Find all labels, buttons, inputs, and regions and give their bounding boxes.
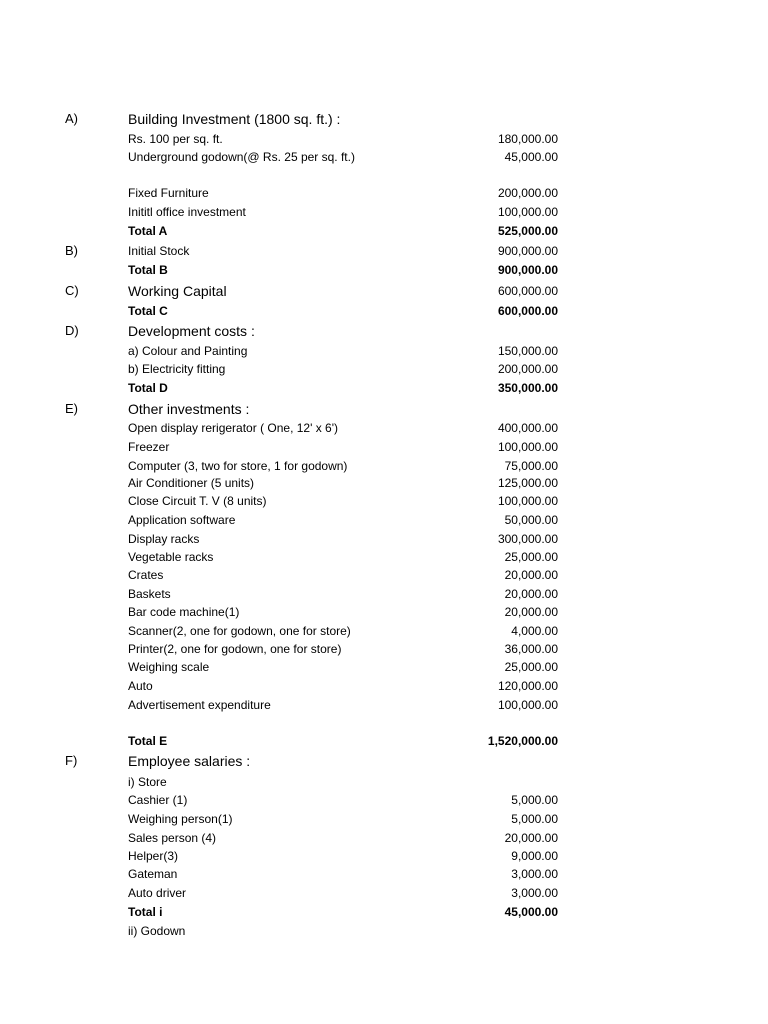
item-description: Total B (128, 263, 168, 277)
item-description: Scanner(2, one for godown, one for store) (128, 624, 351, 638)
item-amount: 25,000.00 (504, 660, 558, 674)
item-amount: 900,000.00 (497, 244, 558, 258)
item-description: Building Investment (1800 sq. ft.) : (128, 111, 341, 127)
item-description: Display racks (128, 532, 200, 546)
item-amount: 100,000.00 (497, 698, 558, 712)
item-amount: 350,000.00 (497, 381, 558, 395)
item-description: Application software (128, 513, 236, 527)
item-description: Underground godown(@ Rs. 25 per sq. ft.) (128, 150, 355, 164)
item-amount: 300,000.00 (497, 532, 558, 546)
item-amount: 45,000.00 (504, 150, 558, 164)
item-description: Weighing person(1) (128, 812, 233, 826)
item-description: Employee salaries : (128, 753, 251, 769)
item-description: Sales person (4) (128, 831, 217, 845)
item-description: Bar code machine(1) (128, 605, 240, 619)
item-description: Total i (128, 905, 163, 919)
item-description: Initial Stock (128, 244, 190, 258)
item-amount: 525,000.00 (497, 224, 558, 238)
item-amount: 5,000.00 (511, 812, 558, 826)
item-description: Printer(2, one for godown, one for store) (128, 642, 342, 656)
item-amount: 20,000.00 (504, 587, 558, 601)
item-description: Other investments : (128, 401, 250, 417)
item-description: Baskets (128, 587, 171, 601)
item-amount: 125,000.00 (497, 476, 558, 490)
section-letter: F) (65, 753, 78, 768)
item-amount: 75,000.00 (504, 459, 558, 473)
section-letter: B) (65, 243, 78, 258)
item-description: Total A (128, 224, 168, 238)
item-description: Total E (128, 734, 168, 748)
item-amount: 20,000.00 (504, 568, 558, 582)
item-description: Weighing scale (128, 660, 210, 674)
item-description: Total C (128, 304, 168, 318)
item-amount: 3,000.00 (511, 867, 558, 881)
item-amount: 400,000.00 (497, 421, 558, 435)
item-amount: 600,000.00 (497, 284, 558, 298)
item-amount: 200,000.00 (497, 362, 558, 376)
section-letter: D) (65, 323, 79, 338)
item-description: i) Store (128, 775, 167, 789)
item-amount: 50,000.00 (504, 513, 558, 527)
item-description: Helper(3) (128, 849, 179, 863)
item-description: b) Electricity fitting (128, 362, 226, 376)
item-description: Fixed Furniture (128, 186, 209, 200)
item-amount: 900,000.00 (497, 263, 558, 277)
section-letter: E) (65, 401, 78, 416)
item-amount: 100,000.00 (497, 494, 558, 508)
item-amount: 200,000.00 (497, 186, 558, 200)
item-amount: 45,000.00 (504, 905, 558, 919)
item-amount: 600,000.00 (497, 304, 558, 318)
item-amount: 5,000.00 (511, 793, 558, 807)
item-description: Freezer (128, 440, 170, 454)
item-amount: 4,000.00 (511, 624, 558, 638)
item-description: Computer (3, two for store, 1 for godown) (128, 459, 348, 473)
item-description: Close Circuit T. V (8 units) (128, 494, 267, 508)
item-description: Cashier (1) (128, 793, 188, 807)
item-amount: 20,000.00 (504, 831, 558, 845)
item-description: Air Conditioner (5 units) (128, 476, 255, 490)
item-description: Development costs : (128, 323, 255, 339)
item-description: Working Capital (128, 283, 227, 299)
item-description: Crates (128, 568, 164, 582)
item-amount: 100,000.00 (497, 440, 558, 454)
item-description: Total D (128, 381, 168, 395)
item-description: Rs. 100 per sq. ft. (128, 132, 223, 146)
item-description: Vegetable racks (128, 550, 214, 564)
item-amount: 120,000.00 (497, 679, 558, 693)
item-amount: 150,000.00 (497, 344, 558, 358)
item-amount: 3,000.00 (511, 886, 558, 900)
item-amount: 36,000.00 (504, 642, 558, 656)
item-description: ii) Godown (128, 924, 186, 938)
item-description: Inititl office investment (128, 205, 246, 219)
item-amount: 20,000.00 (504, 605, 558, 619)
item-description: Auto driver (128, 886, 187, 900)
item-description: a) Colour and Painting (128, 344, 248, 358)
item-description: Advertisement expenditure (128, 698, 271, 712)
item-description: Open display rerigerator ( One, 12' x 6') (128, 421, 339, 435)
item-amount: 9,000.00 (511, 849, 558, 863)
section-letter: A) (65, 111, 78, 126)
item-description: Gateman (128, 867, 178, 881)
section-letter: C) (65, 283, 79, 298)
item-amount: 100,000.00 (497, 205, 558, 219)
item-amount: 180,000.00 (497, 132, 558, 146)
item-amount: 1,520,000.00 (487, 734, 558, 748)
item-description: Auto (128, 679, 153, 693)
item-amount: 25,000.00 (504, 550, 558, 564)
